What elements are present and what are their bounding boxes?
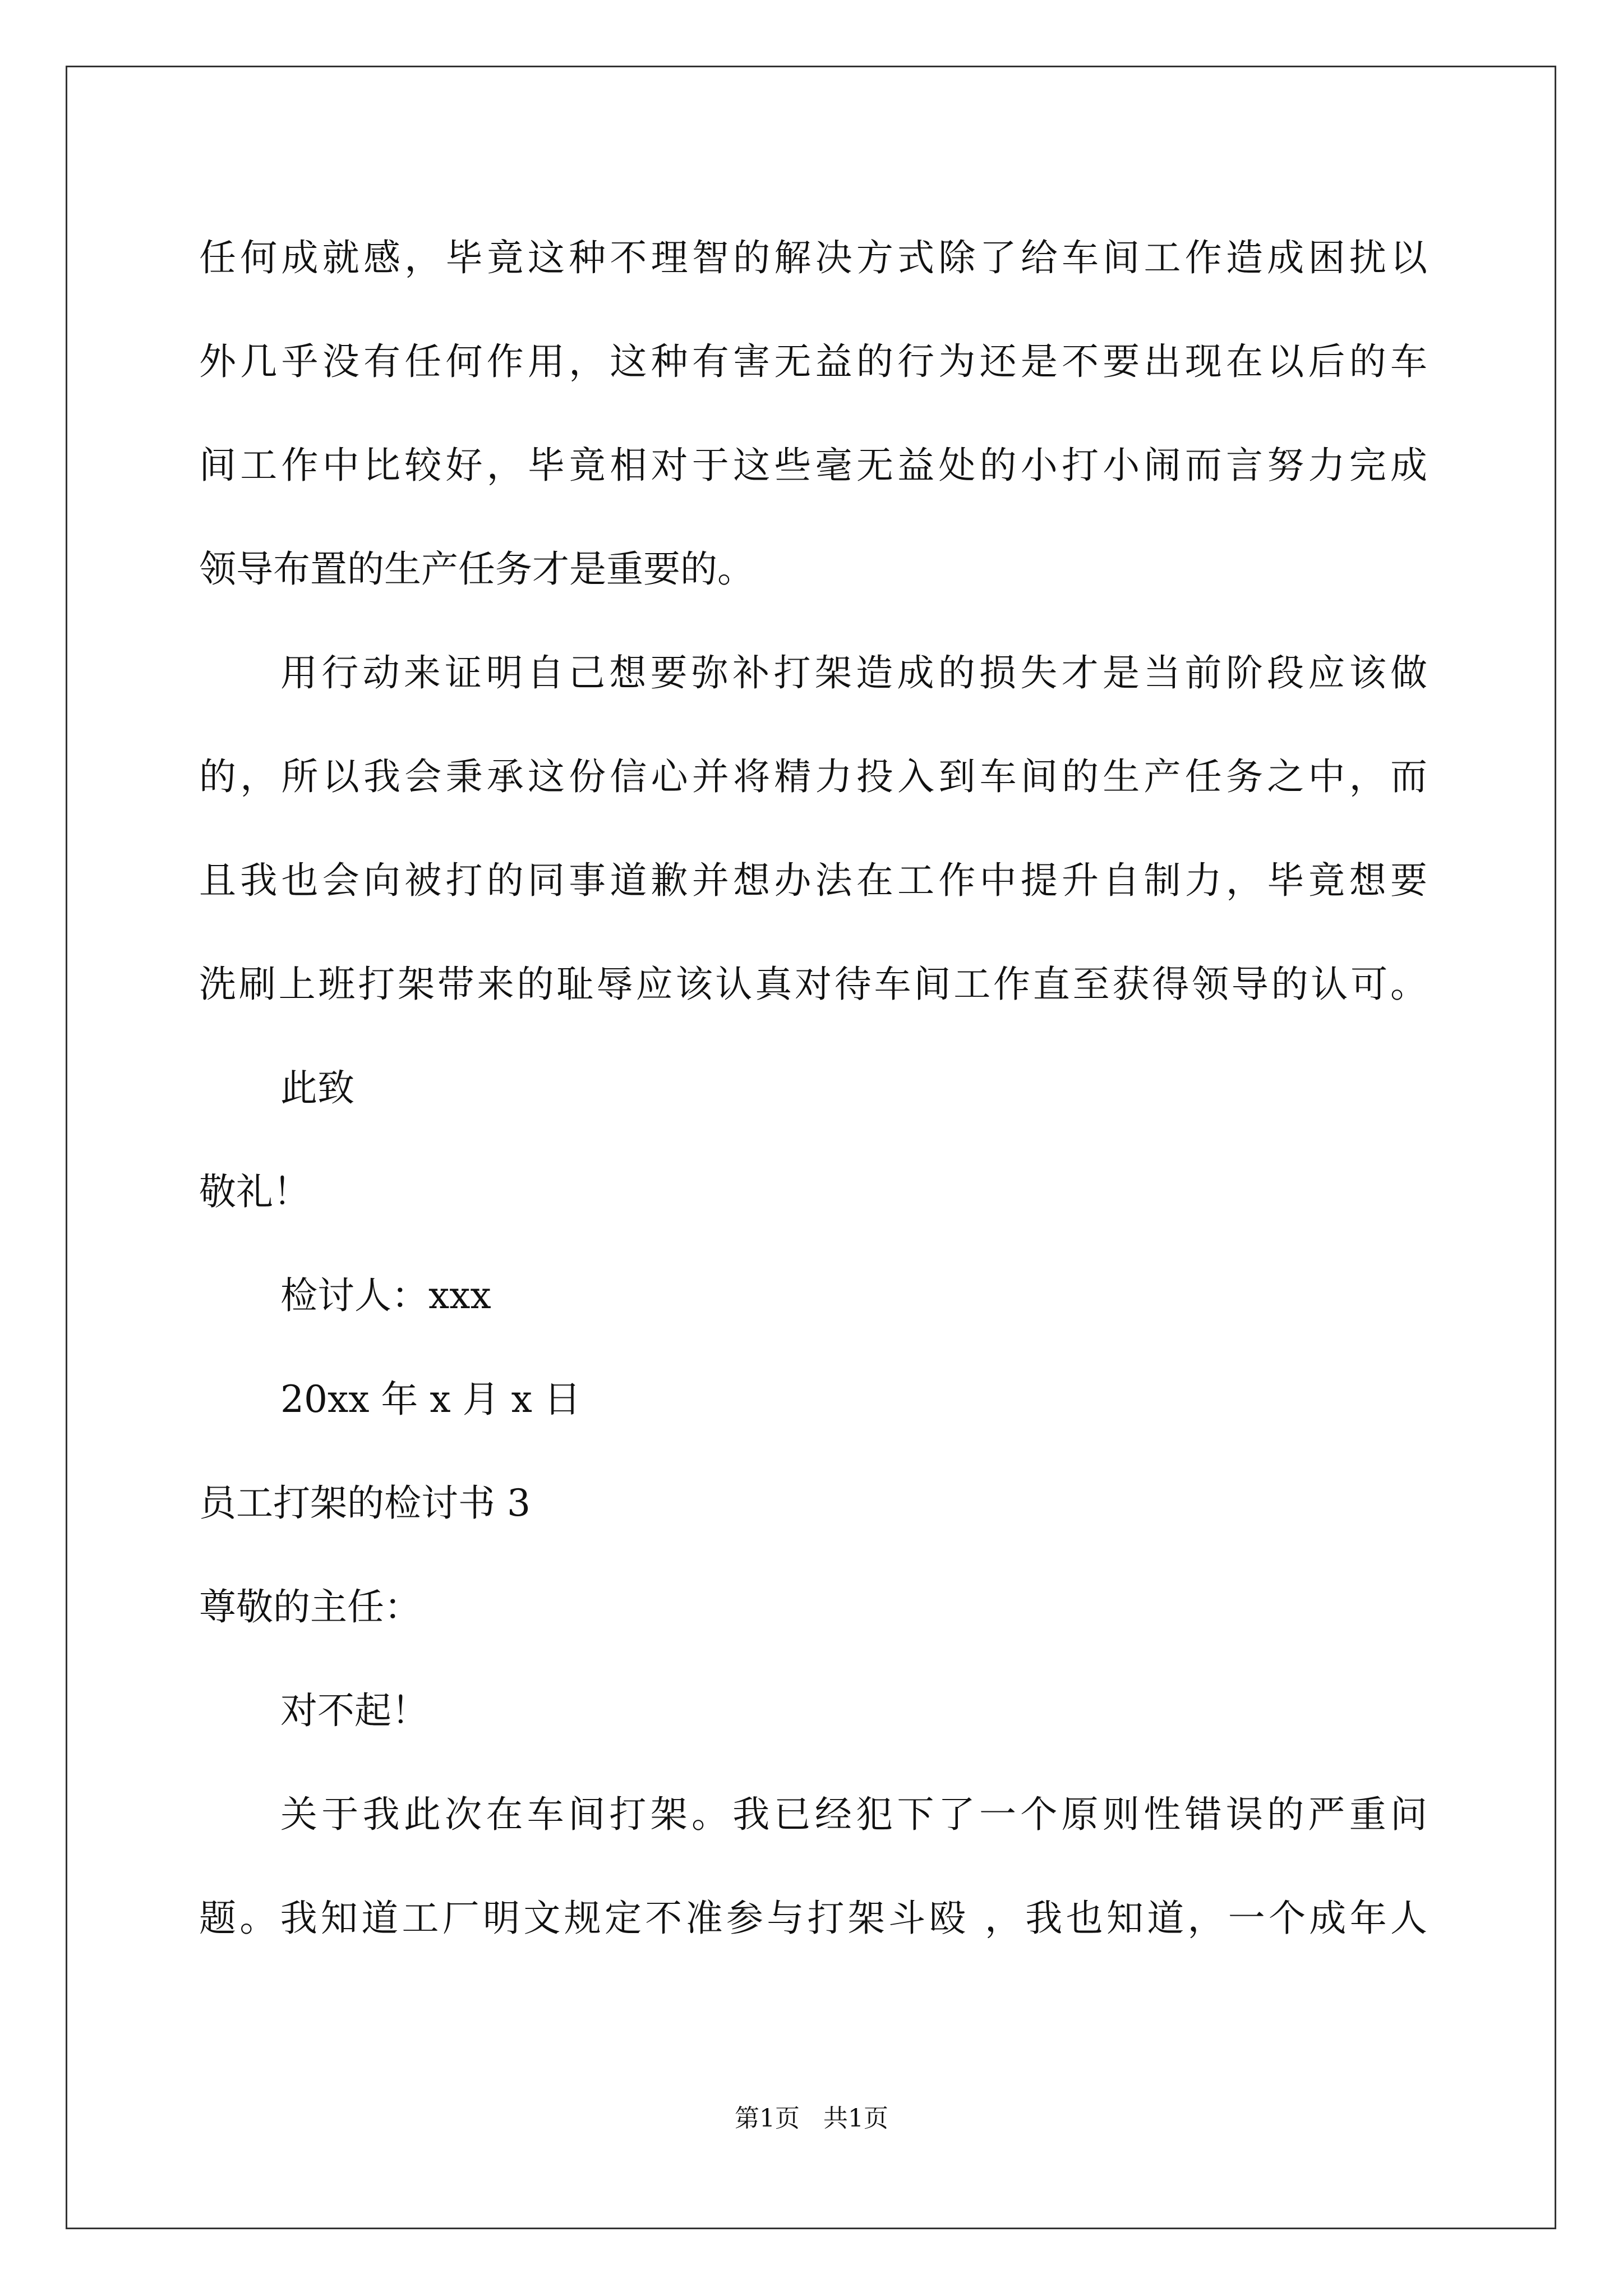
body-line: 领导布置的生产任务才是重要的。 bbox=[199, 547, 754, 591]
body-line: 且我也会向被打的同事道歉并想办法在工作中提升自制力，毕竟想要 bbox=[199, 859, 1427, 902]
page-footer: 第1页 共1页 bbox=[735, 2104, 888, 2133]
signature-date: 20xx 年 x 月 x 日 bbox=[280, 1378, 581, 1421]
closing-regards: 敬礼！ bbox=[199, 1170, 310, 1213]
paragraph-start: 用行动来证明自己想要弥补打架造成的损失才是当前阶段应该做 bbox=[280, 651, 1427, 694]
greeting: 尊敬的主任： bbox=[199, 1585, 421, 1628]
paragraph-start: 关于我此次在车间打架。我已经犯下了一个原则性错误的严重问 bbox=[280, 1793, 1427, 1836]
apology-line: 对不起！ bbox=[280, 1689, 428, 1732]
signature-name: 检讨人：xxx bbox=[280, 1274, 491, 1317]
body-line: 洗刷上班打架带来的耻辱应该认真对待车间工作直至获得领导的认可。 bbox=[199, 963, 1427, 1006]
closing-salutation: 此致 bbox=[280, 1066, 354, 1110]
body-line: 的，所以我会秉承这份信心并将精力投入到车间的生产任务之中，而 bbox=[199, 755, 1427, 798]
body-line: 间工作中比较好，毕竟相对于这些毫无益处的小打小闹而言努力完成 bbox=[199, 444, 1427, 487]
body-line: 题。我知道工厂明文规定不准参与打架斗殴 ，我也知道，一个成年人 bbox=[199, 1897, 1427, 1940]
body-line: 外几乎没有任何作用，这种有害无益的行为还是不要出现在以后的车 bbox=[199, 340, 1427, 383]
body-line: 任何成就感，毕竟这种不理智的解决方式除了给车间工作造成困扰以 bbox=[199, 236, 1427, 279]
section-title: 员工打架的检讨书 3 bbox=[199, 1481, 531, 1525]
